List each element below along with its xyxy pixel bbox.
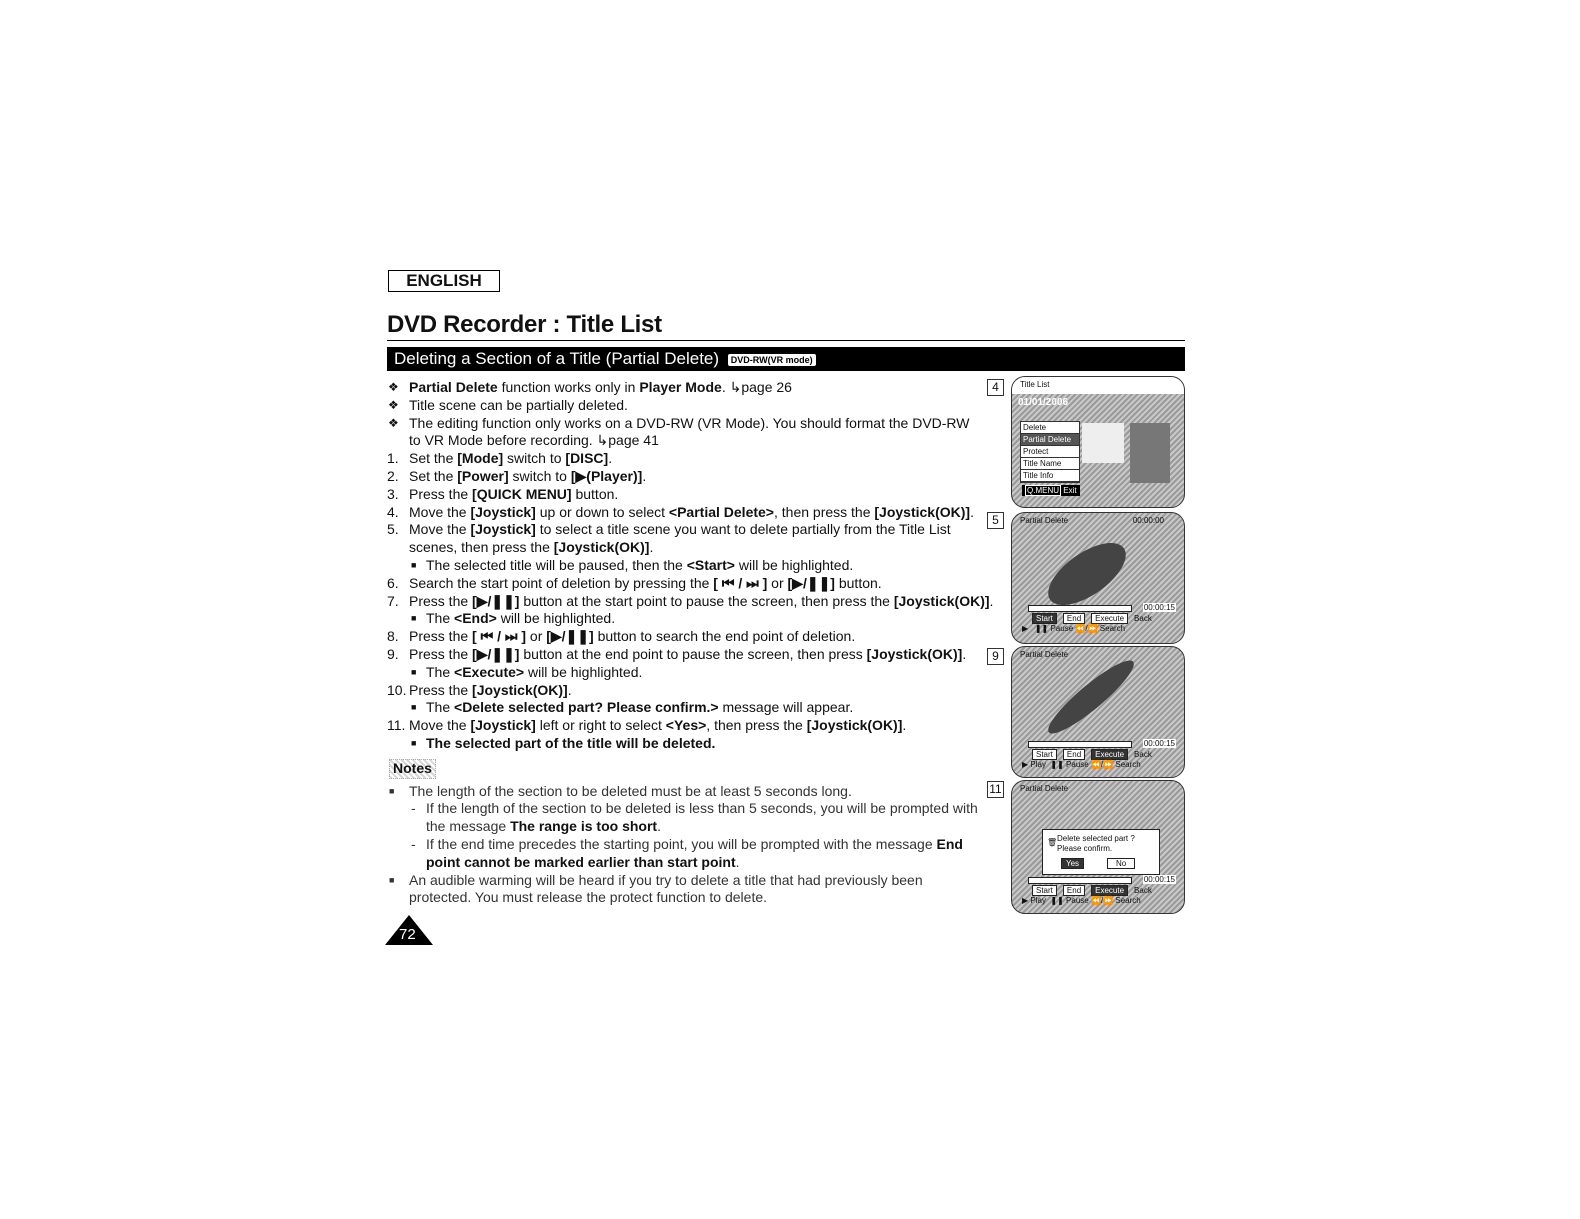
square-bullet-icon: ■ bbox=[411, 559, 417, 570]
title-rule bbox=[387, 340, 1185, 341]
step-number: 5. bbox=[387, 521, 399, 538]
instructions bbox=[387, 379, 997, 907]
text: . bbox=[989, 592, 994, 609]
text: Move the bbox=[409, 503, 471, 520]
pause-icon: ❚❚ bbox=[1034, 624, 1049, 633]
intro-item bbox=[387, 397, 997, 415]
back-button[interactable]: Back bbox=[1134, 750, 1152, 759]
exit-label: Exit bbox=[1063, 486, 1077, 495]
figure-label-9: 9 bbox=[987, 648, 1004, 665]
diamond-bullet-icon: ❖ bbox=[388, 397, 399, 412]
text: Press the bbox=[409, 485, 473, 502]
play-label: Play bbox=[1030, 896, 1046, 905]
bold-text: [Joystick] bbox=[470, 717, 536, 734]
notes-heading: Notes bbox=[389, 759, 436, 779]
text: . bbox=[608, 450, 613, 467]
bold-text: [Power] bbox=[457, 467, 509, 484]
figure-header: Title List bbox=[1012, 377, 1184, 394]
text: The bbox=[426, 699, 455, 716]
step-11-note bbox=[387, 735, 997, 753]
trash-icon: 🗑 bbox=[1047, 838, 1058, 847]
text: Press the bbox=[409, 592, 473, 609]
hint-row bbox=[1022, 624, 1125, 633]
text: function works only in bbox=[497, 379, 640, 395]
play-icon: ▶ bbox=[1022, 760, 1029, 769]
menu-item-title-info[interactable]: Title Info bbox=[1021, 470, 1079, 482]
text: to select a title scene you want to delete partially from the Title List bbox=[535, 521, 951, 538]
step-number: 9. bbox=[387, 645, 399, 662]
time-counter: 00:00:00 bbox=[1132, 516, 1164, 525]
bird-image bbox=[1041, 652, 1141, 741]
step-9-note bbox=[387, 664, 997, 682]
text: or bbox=[767, 574, 788, 591]
button-row bbox=[1032, 885, 1152, 896]
search-label: Search bbox=[1099, 624, 1126, 633]
pause-label: Pause bbox=[1066, 896, 1089, 905]
text: Set the bbox=[409, 467, 458, 484]
step-number: 11. bbox=[387, 717, 406, 734]
bold-text: End bbox=[936, 835, 963, 852]
text: The selected title will be paused, then the bbox=[426, 556, 687, 573]
quick-menu bbox=[1020, 421, 1080, 483]
intro-item bbox=[387, 415, 997, 433]
note-subitem-cont bbox=[387, 818, 997, 836]
end-button[interactable]: End bbox=[1063, 613, 1085, 624]
step-number: 2. bbox=[387, 467, 399, 484]
text: . bbox=[970, 503, 974, 520]
square-bullet-icon: ■ bbox=[411, 666, 417, 677]
text: If the length of the section to be deleted is less than 5 seconds, you will be prompted with bbox=[426, 800, 978, 817]
note-subitem bbox=[387, 800, 997, 818]
text: will be highlighted. bbox=[496, 610, 616, 627]
back-button[interactable]: Back bbox=[1134, 886, 1152, 895]
text: The length of the section to be deleted must be at least 5 seconds long. bbox=[409, 782, 852, 799]
text: button at the end point to pause the screen, then press bbox=[519, 645, 867, 662]
text: or bbox=[526, 628, 547, 645]
figure-header bbox=[1012, 647, 1184, 665]
thumbnail bbox=[1082, 423, 1124, 463]
control-bar bbox=[1016, 605, 1180, 633]
intro-item bbox=[387, 379, 997, 397]
step-1 bbox=[387, 450, 997, 468]
search-label: Search bbox=[1115, 896, 1141, 905]
step-4 bbox=[387, 504, 997, 522]
note-item bbox=[387, 783, 997, 801]
text: left or right to select bbox=[535, 717, 666, 734]
pause-icon: ❚❚ bbox=[1050, 760, 1064, 769]
period: . bbox=[657, 818, 661, 835]
step-number: 8. bbox=[387, 628, 399, 645]
intro-item-cont bbox=[387, 432, 997, 450]
figure-partial-delete-start bbox=[1011, 512, 1185, 644]
text: Press the bbox=[409, 681, 473, 698]
note-item bbox=[387, 872, 997, 890]
dash-icon: - bbox=[411, 800, 416, 817]
bold-text: The selected part of the title will be deleted. bbox=[426, 734, 716, 751]
qmenu-key: Q.MENU bbox=[1027, 486, 1059, 495]
text: up or down to select bbox=[535, 503, 669, 520]
play-icon: ▶ bbox=[1022, 624, 1029, 633]
menu-item-protect[interactable]: Protect bbox=[1021, 446, 1079, 458]
text: . bbox=[567, 681, 572, 698]
step-number: 3. bbox=[387, 485, 399, 502]
text: will be highlighted. bbox=[734, 556, 854, 573]
figure-partial-delete-end bbox=[1011, 646, 1185, 778]
figure-confirm-dialog bbox=[1011, 780, 1185, 914]
text: to VR Mode before recording. ↳page 41 bbox=[409, 432, 659, 449]
hint-row bbox=[1022, 896, 1141, 905]
control-bar bbox=[1016, 741, 1180, 769]
bold-text: [▶/❚❚] bbox=[472, 645, 520, 662]
step-number: 10. bbox=[387, 681, 407, 698]
search-icon: ⏪/⏩ bbox=[1090, 760, 1114, 769]
execute-button[interactable]: Execute bbox=[1091, 613, 1128, 624]
text: Move the bbox=[409, 717, 471, 734]
header-title: Partial Delete bbox=[1020, 650, 1069, 659]
text: Set the bbox=[409, 450, 458, 467]
step-number: 7. bbox=[387, 592, 399, 609]
figure-label-11: 11 bbox=[987, 781, 1004, 798]
text: button at the start point to pause the screen, then press the bbox=[519, 592, 894, 609]
progress-bar bbox=[1028, 877, 1132, 884]
language-label: ENGLISH bbox=[388, 270, 500, 292]
section-title: Deleting a Section of a Title (Partial Delete) bbox=[394, 349, 720, 368]
square-bullet-icon: ■ bbox=[411, 702, 417, 713]
step-7-note bbox=[387, 610, 997, 628]
bold-text: [▶/❚❚] bbox=[546, 628, 594, 645]
header-title: Partial Delete bbox=[1020, 784, 1069, 793]
message-line: Please confirm. bbox=[1057, 844, 1113, 853]
step-5-cont bbox=[387, 539, 997, 557]
diamond-bullet-icon: ❖ bbox=[388, 415, 399, 430]
start-button[interactable]: Start bbox=[1032, 613, 1057, 624]
text: The bbox=[426, 610, 455, 627]
back-button[interactable]: Back bbox=[1134, 614, 1152, 623]
text: button. bbox=[834, 574, 882, 591]
note-item-cont bbox=[387, 889, 997, 907]
text: protected. You must release the protect function to delete. bbox=[409, 889, 768, 906]
bold-text: [▶/❚❚] bbox=[787, 574, 835, 591]
exit-hint bbox=[1022, 485, 1080, 496]
pause-label: Pause bbox=[1066, 760, 1089, 769]
step-9 bbox=[387, 646, 997, 664]
progress-bar bbox=[1028, 605, 1132, 612]
page-number: 72 bbox=[399, 926, 416, 943]
bold-text: [Joystick(OK)] bbox=[893, 592, 990, 609]
search-icon: ⏪/⏩ bbox=[1075, 624, 1098, 633]
step-7 bbox=[387, 593, 997, 611]
text: The bbox=[426, 663, 455, 680]
text: switch to bbox=[508, 467, 571, 484]
text: . bbox=[962, 645, 967, 662]
menu-item-title-name[interactable]: Title Name bbox=[1021, 458, 1079, 470]
text: If the end time precedes the starting point, you will be prompted with the message bbox=[426, 835, 937, 852]
text: button. bbox=[571, 485, 619, 502]
step-5 bbox=[387, 521, 997, 539]
text: Search the start point of deletion by pressing the bbox=[409, 574, 714, 591]
period: . bbox=[735, 853, 740, 870]
text: . bbox=[902, 717, 907, 734]
message-line: Delete selected part ? bbox=[1057, 834, 1135, 843]
step-10 bbox=[387, 682, 997, 700]
square-bullet-icon: ■ bbox=[389, 785, 395, 796]
text: , then press the bbox=[773, 503, 875, 520]
bold-text: [DISC] bbox=[565, 450, 609, 467]
dash-icon: - bbox=[411, 835, 416, 852]
figure-label-5: 5 bbox=[987, 512, 1004, 529]
step-number: 1. bbox=[387, 450, 399, 467]
button-row bbox=[1032, 749, 1152, 760]
menu-item-partial-delete[interactable]: Partial Delete bbox=[1021, 434, 1079, 446]
button-row bbox=[1032, 613, 1152, 624]
bold-text: [ ⏮ / ⏭ ] bbox=[713, 574, 768, 591]
start-button[interactable]: Start bbox=[1032, 885, 1057, 896]
play-label: Play bbox=[1030, 760, 1046, 769]
bold-text: <Execute> bbox=[454, 663, 525, 680]
bold-text: [Joystick(OK)] bbox=[806, 717, 903, 734]
text: The editing function only works on a DVD-RW (VR Mode). You should format the DVD-RW bbox=[409, 414, 970, 431]
no-button[interactable]: No bbox=[1107, 858, 1135, 869]
text: button to search the end point of deletion. bbox=[593, 628, 856, 645]
pause-label: Pause bbox=[1050, 624, 1074, 633]
diamond-bullet-icon: ❖ bbox=[388, 380, 399, 394]
play-icon: ▶ bbox=[1022, 896, 1029, 905]
square-bullet-icon: ■ bbox=[411, 737, 417, 748]
bold-text: <Start> bbox=[686, 556, 735, 573]
header-title: Partial Delete bbox=[1020, 516, 1069, 525]
bold-text: [Joystick] bbox=[470, 521, 536, 538]
text: will be highlighted. bbox=[524, 663, 643, 680]
hint-row bbox=[1022, 760, 1141, 769]
text: switch to bbox=[503, 450, 566, 467]
time-counter: 00:00:15 bbox=[1143, 603, 1175, 612]
figure-label-4: 4 bbox=[987, 379, 1004, 396]
dialog-message bbox=[1057, 834, 1135, 854]
text: scenes, then press the bbox=[409, 539, 554, 556]
bold-text: <Yes> bbox=[665, 717, 707, 734]
note-subitem bbox=[387, 836, 997, 854]
confirm-dialog bbox=[1042, 829, 1160, 875]
end-button[interactable]: End bbox=[1063, 885, 1085, 896]
text: Press the bbox=[409, 628, 473, 645]
bold-text: [▶(Player)] bbox=[570, 467, 643, 484]
search-icon: ⏪/⏩ bbox=[1090, 896, 1114, 905]
figure-header bbox=[1012, 513, 1184, 531]
square-bullet-icon: ■ bbox=[389, 874, 395, 885]
figure-header bbox=[1012, 781, 1184, 799]
step-number: 4. bbox=[387, 503, 399, 520]
bold-text: <End> bbox=[454, 610, 497, 627]
step-8 bbox=[387, 628, 997, 646]
text: An audible warming will be heard if you try to delete a title that had previously been bbox=[409, 871, 923, 888]
execute-button[interactable]: Execute bbox=[1091, 749, 1128, 760]
bold-text: [Joystick] bbox=[470, 503, 536, 520]
square-bullet-icon: ■ bbox=[411, 613, 417, 624]
pause-icon: ❚❚ bbox=[1050, 896, 1064, 905]
step-number: 6. bbox=[387, 574, 399, 591]
execute-button[interactable]: Execute bbox=[1091, 885, 1128, 896]
progress-bar bbox=[1028, 741, 1132, 748]
text: Press the bbox=[409, 645, 473, 662]
bold-text: The range is too short bbox=[510, 818, 658, 835]
text: . bbox=[642, 467, 647, 484]
page-title: DVD Recorder : Title List bbox=[387, 311, 662, 338]
text: the message bbox=[426, 818, 511, 835]
bold-text: [QUICK MENU] bbox=[472, 485, 572, 502]
bold-text: [Joystick(OK)] bbox=[553, 539, 650, 556]
yes-button[interactable]: Yes bbox=[1061, 858, 1084, 869]
control-bar bbox=[1016, 877, 1180, 905]
bold-text: Partial Delete bbox=[409, 379, 498, 395]
step-11 bbox=[387, 717, 997, 735]
text: . ↳page 26 bbox=[721, 379, 792, 395]
step-10-note bbox=[387, 699, 997, 717]
bold-text: [ ⏮ / ⏭ ] bbox=[472, 628, 527, 645]
menu-item-delete[interactable]: Delete bbox=[1021, 422, 1079, 434]
bold-text: [Joystick(OK)] bbox=[472, 681, 568, 698]
step-2 bbox=[387, 468, 997, 486]
step-6 bbox=[387, 575, 997, 593]
text: Title scene can be partially deleted. bbox=[409, 396, 628, 413]
bold-text: <Delete selected part? Please confirm.> bbox=[454, 699, 719, 716]
start-button[interactable]: Start bbox=[1032, 749, 1057, 760]
bold-text: <Partial Delete> bbox=[668, 503, 774, 520]
bold-text: [Mode] bbox=[457, 450, 504, 467]
date-label: 01/01/2006 bbox=[1018, 397, 1069, 408]
text: message will appear. bbox=[718, 699, 854, 716]
section-header bbox=[387, 347, 1185, 371]
time-counter: 00:00:15 bbox=[1143, 739, 1175, 748]
figure-title-list bbox=[1011, 376, 1185, 508]
time-counter: 00:00:15 bbox=[1143, 875, 1175, 884]
bold-text: [▶/❚❚] bbox=[472, 592, 520, 609]
search-label: Search bbox=[1115, 760, 1141, 769]
note-subitem-cont bbox=[387, 854, 997, 872]
end-button[interactable]: End bbox=[1063, 749, 1085, 760]
text: . bbox=[649, 539, 654, 556]
text: Move the bbox=[409, 521, 471, 538]
bold-text: [Joystick(OK)] bbox=[874, 503, 971, 520]
text: , then press the bbox=[706, 717, 807, 734]
page-number-badge bbox=[385, 915, 433, 945]
bold-text: Player Mode bbox=[639, 379, 722, 395]
step-5-note bbox=[387, 557, 997, 575]
mode-badge: DVD-RW(VR mode) bbox=[728, 354, 816, 366]
step-3 bbox=[387, 486, 997, 504]
thumbnail bbox=[1130, 423, 1170, 483]
bold-text: point cannot be marked earlier than start point bbox=[426, 853, 736, 870]
bold-text: [Joystick(OK)] bbox=[866, 645, 963, 662]
